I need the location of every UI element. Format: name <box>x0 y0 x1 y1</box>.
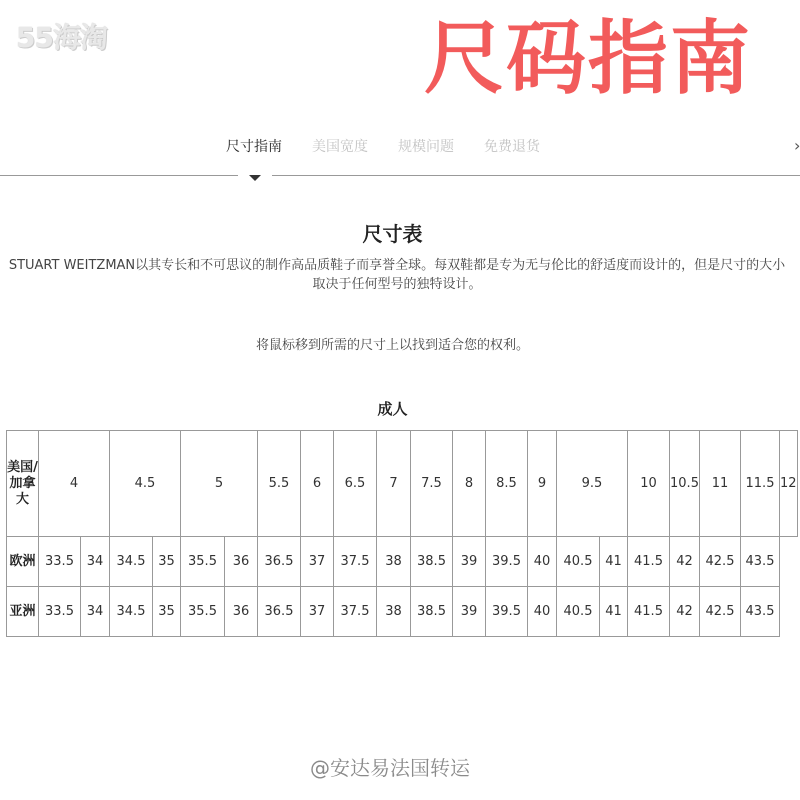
size-cell[interactable]: 11 <box>700 431 741 537</box>
size-cell[interactable]: 38.5 <box>411 537 453 587</box>
size-cell[interactable]: 34 <box>81 537 110 587</box>
size-cell[interactable]: 38.5 <box>411 587 453 637</box>
size-cell[interactable]: 37 <box>301 537 334 587</box>
size-cell[interactable]: 5.5 <box>258 431 301 537</box>
size-cell[interactable]: 41 <box>600 537 628 587</box>
size-cell[interactable]: 7.5 <box>411 431 453 537</box>
size-cell[interactable]: 12 <box>780 431 798 537</box>
banner-title: 尺码指南 <box>424 11 752 105</box>
size-cell[interactable]: 42 <box>670 537 700 587</box>
size-cell[interactable]: 34.5 <box>110 537 153 587</box>
watermark: @安达易法国转运 <box>310 756 470 780</box>
size-cell[interactable]: 42.5 <box>700 537 741 587</box>
size-cell[interactable]: 35.5 <box>181 587 225 637</box>
size-cell[interactable]: 42 <box>670 587 700 637</box>
size-cell[interactable]: 36.5 <box>258 587 301 637</box>
size-cell[interactable]: 9 <box>528 431 557 537</box>
size-cell[interactable]: 36 <box>225 537 258 587</box>
size-cell[interactable]: 37.5 <box>334 537 377 587</box>
section-title: 尺寸表 <box>362 222 423 246</box>
size-cell[interactable]: 42.5 <box>700 587 741 637</box>
size-cell[interactable]: 35.5 <box>181 537 225 587</box>
intro-text: STUART WEITZMAN以其专长和不可思议的制作高品质鞋子而享誉全球。每双鞋都是专为无与伦比的舒适度而设计的，但是尺寸的大小取决于任何型号的独特设计。 <box>8 258 786 292</box>
hint-text: 将鼠标移到所需的尺寸上以找到适合您的权利。 <box>255 338 529 353</box>
size-cell[interactable]: 36.5 <box>258 537 301 587</box>
size-cell[interactable]: 8 <box>453 431 486 537</box>
size-cell[interactable]: 41 <box>600 587 628 637</box>
size-cell[interactable]: 35 <box>153 587 181 637</box>
size-cell[interactable]: 6 <box>301 431 334 537</box>
table-title: 成人 <box>377 400 408 418</box>
size-cell[interactable]: 34 <box>81 587 110 637</box>
size-cell[interactable]: 39.5 <box>486 587 528 637</box>
size-cell[interactable]: 38 <box>377 537 411 587</box>
size-cell[interactable]: 8.5 <box>486 431 528 537</box>
tab-divider <box>272 175 800 176</box>
size-cell[interactable]: 43.5 <box>741 587 780 637</box>
size-cell[interactable]: 37.5 <box>334 587 377 637</box>
size-cell[interactable]: 11.5 <box>741 431 780 537</box>
size-cell[interactable]: 10 <box>628 431 670 537</box>
size-cell[interactable]: 34.5 <box>110 587 153 637</box>
row-label-us: 美国/加拿大 <box>7 431 39 537</box>
tab-us-width[interactable]: 美国宽度 <box>312 139 368 155</box>
size-cell[interactable]: 40 <box>528 587 557 637</box>
us-size-row <box>7 431 798 537</box>
asia-size-row <box>7 587 798 637</box>
tab-divider <box>0 175 238 176</box>
tab-next-icon[interactable]: › <box>794 136 800 155</box>
size-cell[interactable]: 10.5 <box>670 431 700 537</box>
size-table <box>6 430 798 637</box>
size-cell[interactable]: 4.5 <box>110 431 181 537</box>
size-cell[interactable]: 43.5 <box>741 537 780 587</box>
size-cell[interactable]: 7 <box>377 431 411 537</box>
tab-bar <box>0 136 800 156</box>
size-cell[interactable]: 38 <box>377 587 411 637</box>
size-cell[interactable]: 41.5 <box>628 587 670 637</box>
row-label-asia: 亚洲 <box>7 587 39 637</box>
size-cell[interactable]: 9.5 <box>557 431 628 537</box>
size-cell[interactable]: 39 <box>453 537 486 587</box>
site-logo: 55海淘 <box>16 21 107 54</box>
active-tab-caret-icon <box>249 175 261 181</box>
size-cell[interactable]: 4 <box>39 431 110 537</box>
size-cell[interactable]: 37 <box>301 587 334 637</box>
size-cell[interactable]: 36 <box>225 587 258 637</box>
eu-size-row <box>7 537 798 587</box>
size-cell[interactable]: 40 <box>528 537 557 587</box>
row-label-eu: 欧洲 <box>7 537 39 587</box>
size-cell[interactable]: 6.5 <box>334 431 377 537</box>
size-cell[interactable]: 39.5 <box>486 537 528 587</box>
size-cell[interactable]: 35 <box>153 537 181 587</box>
size-cell[interactable]: 33.5 <box>39 537 81 587</box>
tab-sizing-issues[interactable]: 规模问题 <box>398 139 454 155</box>
size-cell[interactable]: 40.5 <box>557 587 600 637</box>
size-cell[interactable]: 41.5 <box>628 537 670 587</box>
tab-size-guide[interactable]: 尺寸指南 <box>226 139 282 155</box>
tab-free-returns[interactable]: 免费退货 <box>484 139 540 155</box>
size-cell[interactable]: 33.5 <box>39 587 81 637</box>
size-cell[interactable]: 40.5 <box>557 537 600 587</box>
size-cell[interactable]: 39 <box>453 587 486 637</box>
size-cell[interactable]: 5 <box>181 431 258 537</box>
